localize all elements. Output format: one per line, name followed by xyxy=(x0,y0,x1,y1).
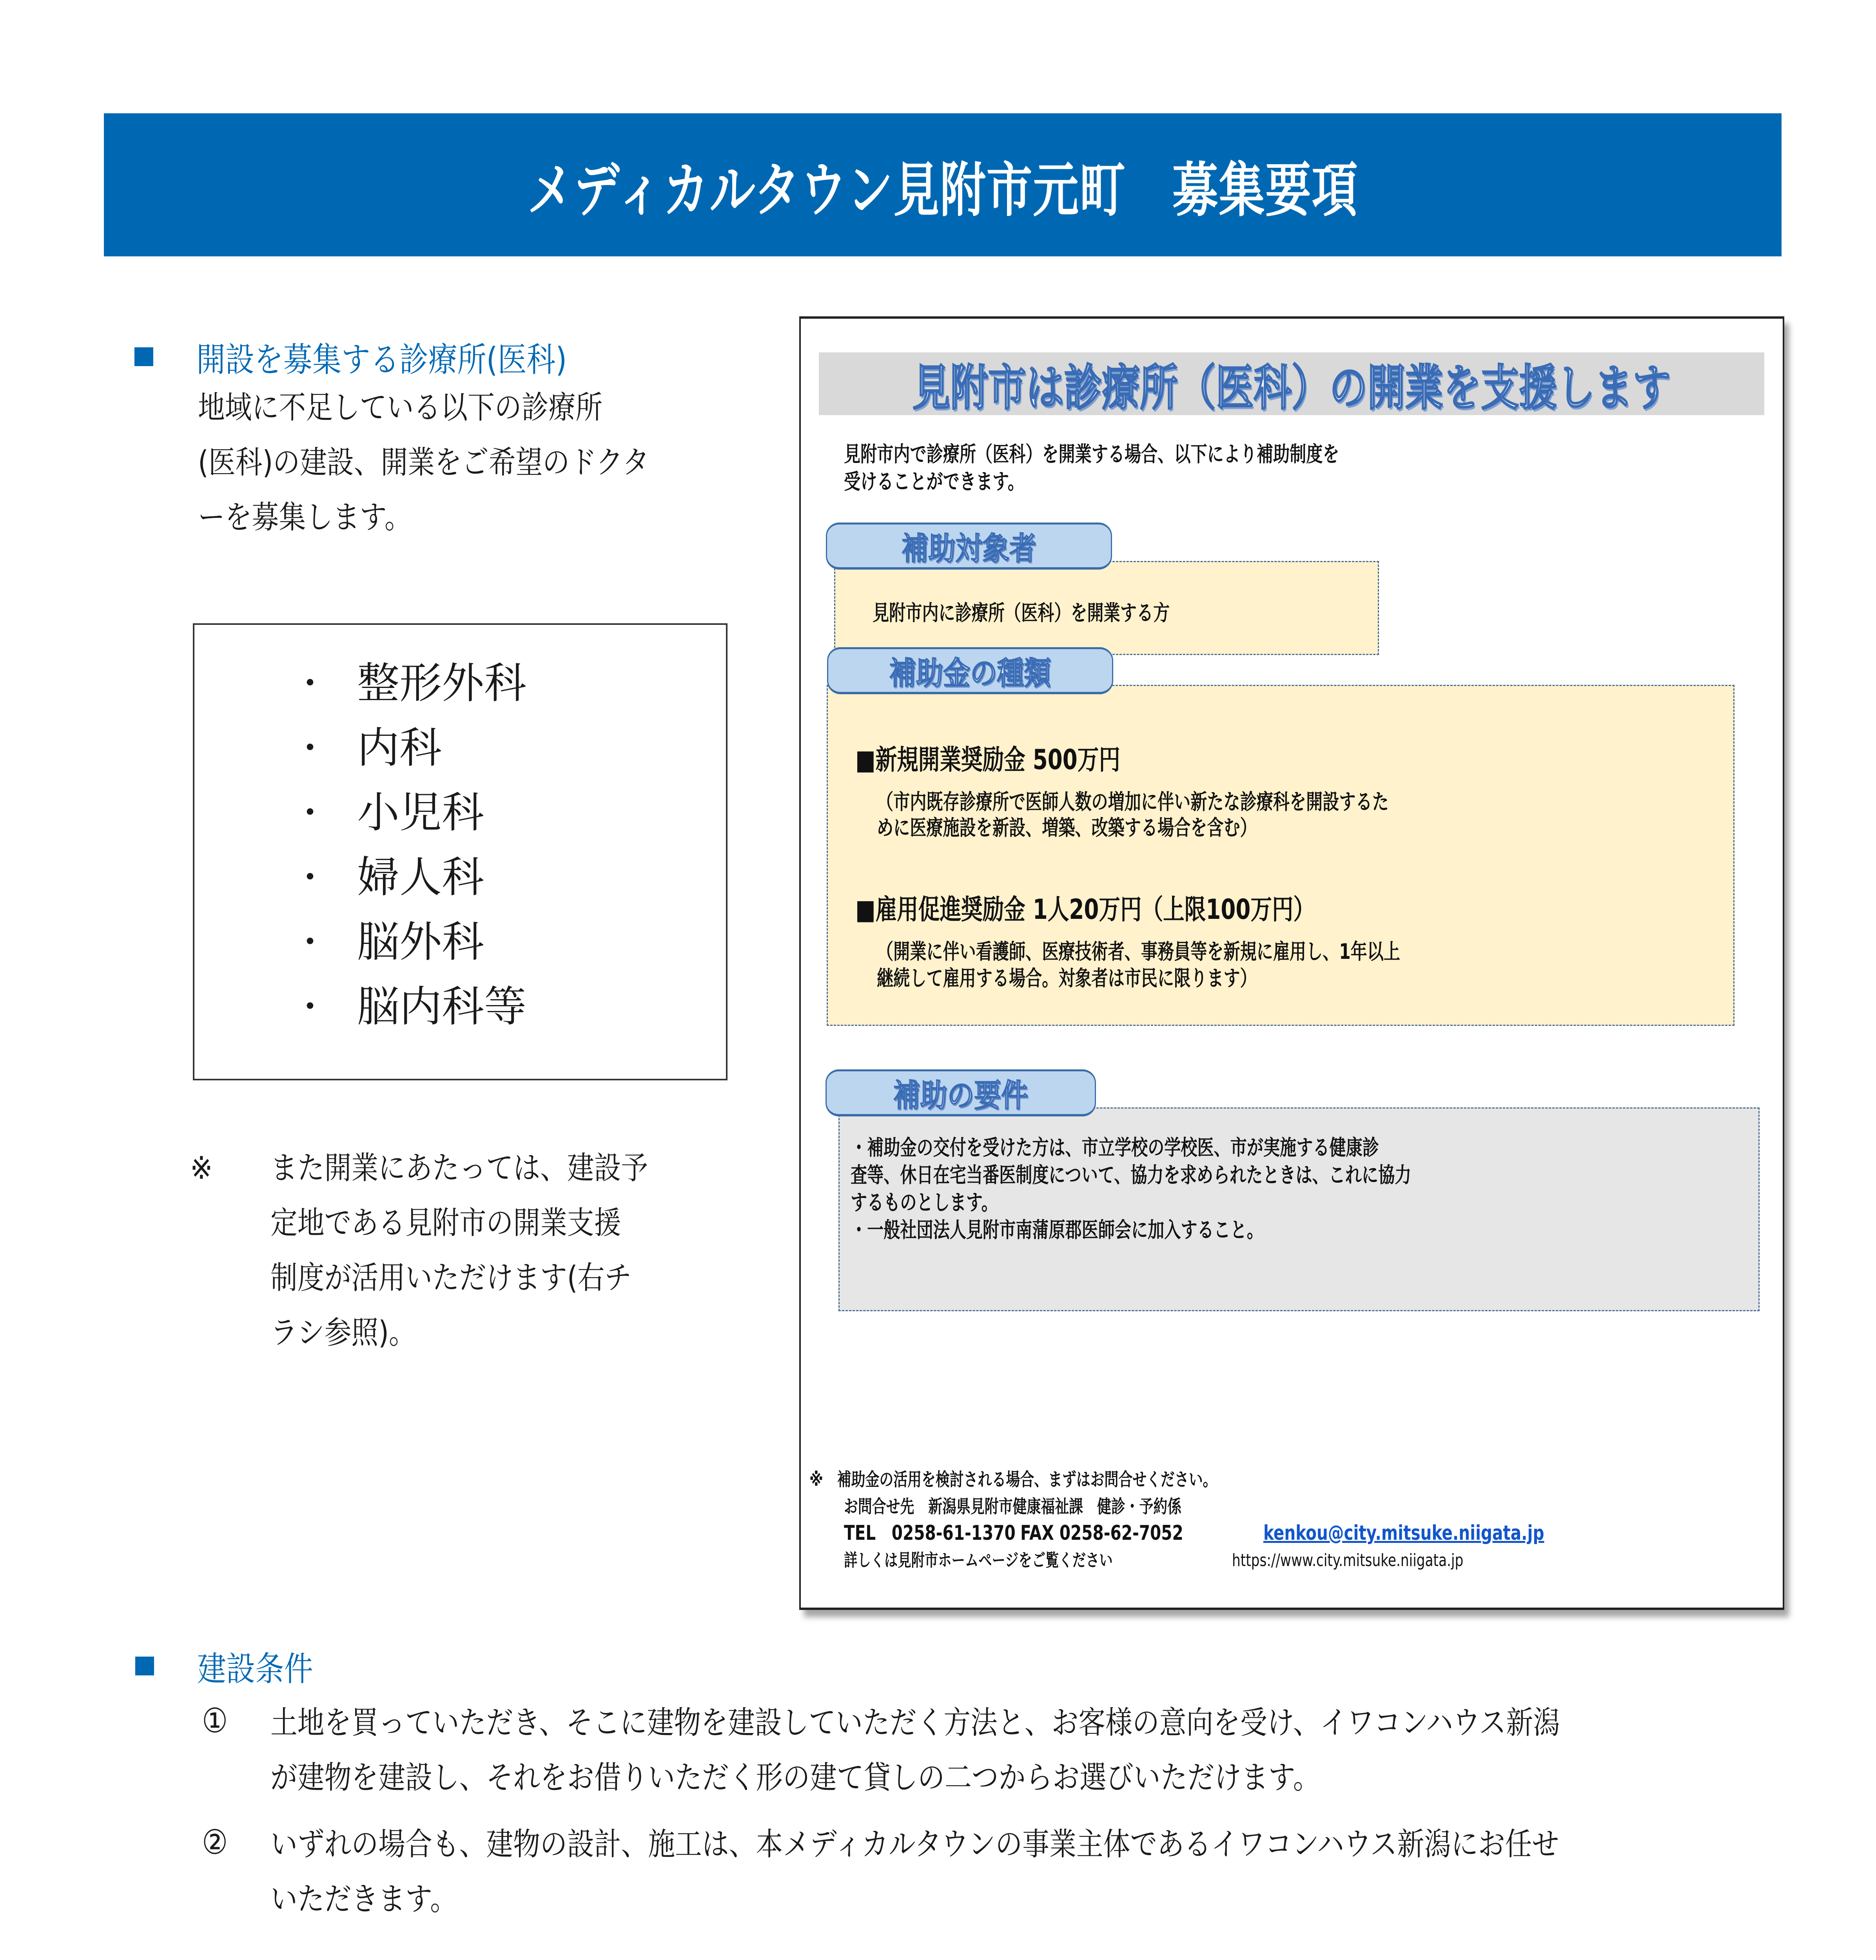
note-line: 定地である見附市の開業支援 xyxy=(270,1205,621,1241)
support-flyer xyxy=(799,316,1784,1610)
contact-tel: TEL 0258-61-1370 xyxy=(844,1521,1016,1545)
contact-office: お問合せ先 新潟県見附市健康福祉課 健診・予約係 xyxy=(844,1496,1182,1517)
recruit-heading xyxy=(134,337,627,379)
construction-item-number: ② xyxy=(202,1823,228,1862)
bullet-dot-icon: ・ xyxy=(292,728,328,769)
note-line: ラシ参照)。 xyxy=(270,1314,416,1351)
flyer-title-band xyxy=(819,352,1764,415)
bullet-dot-icon: ・ xyxy=(292,792,328,833)
bullet-dot-icon: ・ xyxy=(292,922,328,963)
recruit-paragraph-line: 地域に不足している以下の診療所 xyxy=(198,389,602,426)
department-label: 小児科 xyxy=(357,788,484,837)
flyer-title: 見附市は診療所（医科）の開業を支援します xyxy=(912,360,1671,416)
department-item xyxy=(194,789,726,837)
construction-heading-text: 建設条件 xyxy=(197,1650,313,1689)
construction-item-line: が建物を建設し、それをお借りいただく形の建て貸しの二つからお選びいただけます。 xyxy=(270,1759,1320,1796)
subsidy-type-detail: めに医療施設を新設、増築、改築する場合を含む） xyxy=(877,815,1257,840)
requirement-line: ・一般社団法人見附市南蒲原郡医師会に加入すること。 xyxy=(851,1218,1263,1242)
recruit-paragraph-line: ーを募集します。 xyxy=(198,499,412,535)
requirement-line: ・補助金の交付を受けた方は、市立学校の学校医、市が実施する健康診 xyxy=(851,1135,1379,1160)
contact-web-url[interactable]: https://www.city.mitsuke.niigata.jp xyxy=(1232,1550,1464,1570)
subsidy-type-title: ■雇用促進奨励金 1人20万円（上限100万円） xyxy=(855,893,1315,926)
requirements-tab-label: 補助の要件 xyxy=(893,1077,1028,1114)
department-label: 脳外科 xyxy=(357,918,484,967)
department-item xyxy=(194,984,726,1031)
construction-item-number: ① xyxy=(202,1701,228,1740)
flyer-intro-line: 受けることができます。 xyxy=(844,469,1024,494)
contact-web-label: 詳しくは見附市ホームページをご覧ください xyxy=(844,1550,1113,1570)
construction-item-line: いずれの場合も、建物の設計、施工は、本メディカルタウンの事業主体であるイワコンハウス新潟にお任せ xyxy=(270,1826,1559,1862)
subsidy-type-detail: 継続して雇用する場合。対象者は市民に限ります） xyxy=(877,966,1257,991)
target-tab xyxy=(826,523,1112,570)
departments-box xyxy=(193,623,728,1080)
department-item xyxy=(194,660,726,707)
target-tab-label: 補助対象者 xyxy=(902,530,1036,567)
contact-fax: FAX 0258-62-7052 xyxy=(1020,1521,1183,1545)
subsidy-type-title: ■新規開業奨励金 500万円 xyxy=(855,744,1120,776)
department-label: 内科 xyxy=(357,724,442,773)
bullet-dot-icon: ・ xyxy=(292,663,328,704)
bullet-dot-icon: ・ xyxy=(292,986,328,1027)
department-label: 脳内科等 xyxy=(357,982,527,1031)
contact-note: ※ 補助金の活用を検討される場合、まずはお問合せください。 xyxy=(809,1469,1217,1490)
construction-item-line: 土地を買っていただき、そこに建物を建設していただく方法と、お客様の意向を受け、イワコンハウス新潟 xyxy=(270,1704,1560,1741)
department-item xyxy=(194,854,726,901)
construction-heading xyxy=(135,1646,332,1689)
requirement-line: 査等、休日在宅当番医制度について、協力を求められたときは、これに協力 xyxy=(851,1163,1412,1187)
contact-email-link[interactable]: kenkou@city.mitsuke.niigata.jp xyxy=(1263,1521,1544,1545)
department-label: 整形外科 xyxy=(357,659,527,708)
requirement-line: するものとします。 xyxy=(851,1190,998,1215)
subsidy-types-panel xyxy=(827,685,1734,1026)
page-title: メディカルタウン見附市元町 募集要項 xyxy=(527,155,1359,225)
department-item xyxy=(194,919,726,966)
note-mark: ※ xyxy=(190,1150,213,1186)
square-bullet-icon xyxy=(134,347,153,366)
square-bullet-icon xyxy=(135,1657,154,1675)
bullet-dot-icon: ・ xyxy=(292,857,328,898)
target-panel xyxy=(834,561,1379,655)
construction-item-line: いただきます。 xyxy=(270,1881,457,1917)
subsidy-types-tab xyxy=(827,647,1113,694)
note-line: また開業にあたっては、建設予 xyxy=(270,1150,648,1186)
flyer-intro-line: 見附市内で診療所（医科）を開業する場合、以下により補助制度を xyxy=(844,442,1339,466)
department-item xyxy=(194,725,726,772)
subsidy-type-detail: （市内既存診療所で医師人数の増加に伴い新たな診療科を開設するた xyxy=(877,789,1389,814)
target-text: 見附市内に診療所（医科）を開業する方 xyxy=(873,601,1170,625)
subsidy-type-detail: （開業に伴い看護師、医療技術者、事務員等を新規に雇用し、1年以上 xyxy=(877,939,1401,964)
note-line: 制度が活用いただけます(右チ xyxy=(270,1259,632,1296)
recruit-paragraph-line: (医科)の建設、開業をご希望のドクタ xyxy=(198,444,650,481)
department-label: 婦人科 xyxy=(357,853,484,902)
requirements-panel xyxy=(838,1107,1760,1311)
recruit-heading-text: 開設を募集する診療所(医科) xyxy=(196,340,567,379)
requirements-tab xyxy=(826,1069,1096,1116)
title-banner xyxy=(104,113,1782,256)
subsidy-types-tab-label: 補助金の種類 xyxy=(889,655,1051,691)
